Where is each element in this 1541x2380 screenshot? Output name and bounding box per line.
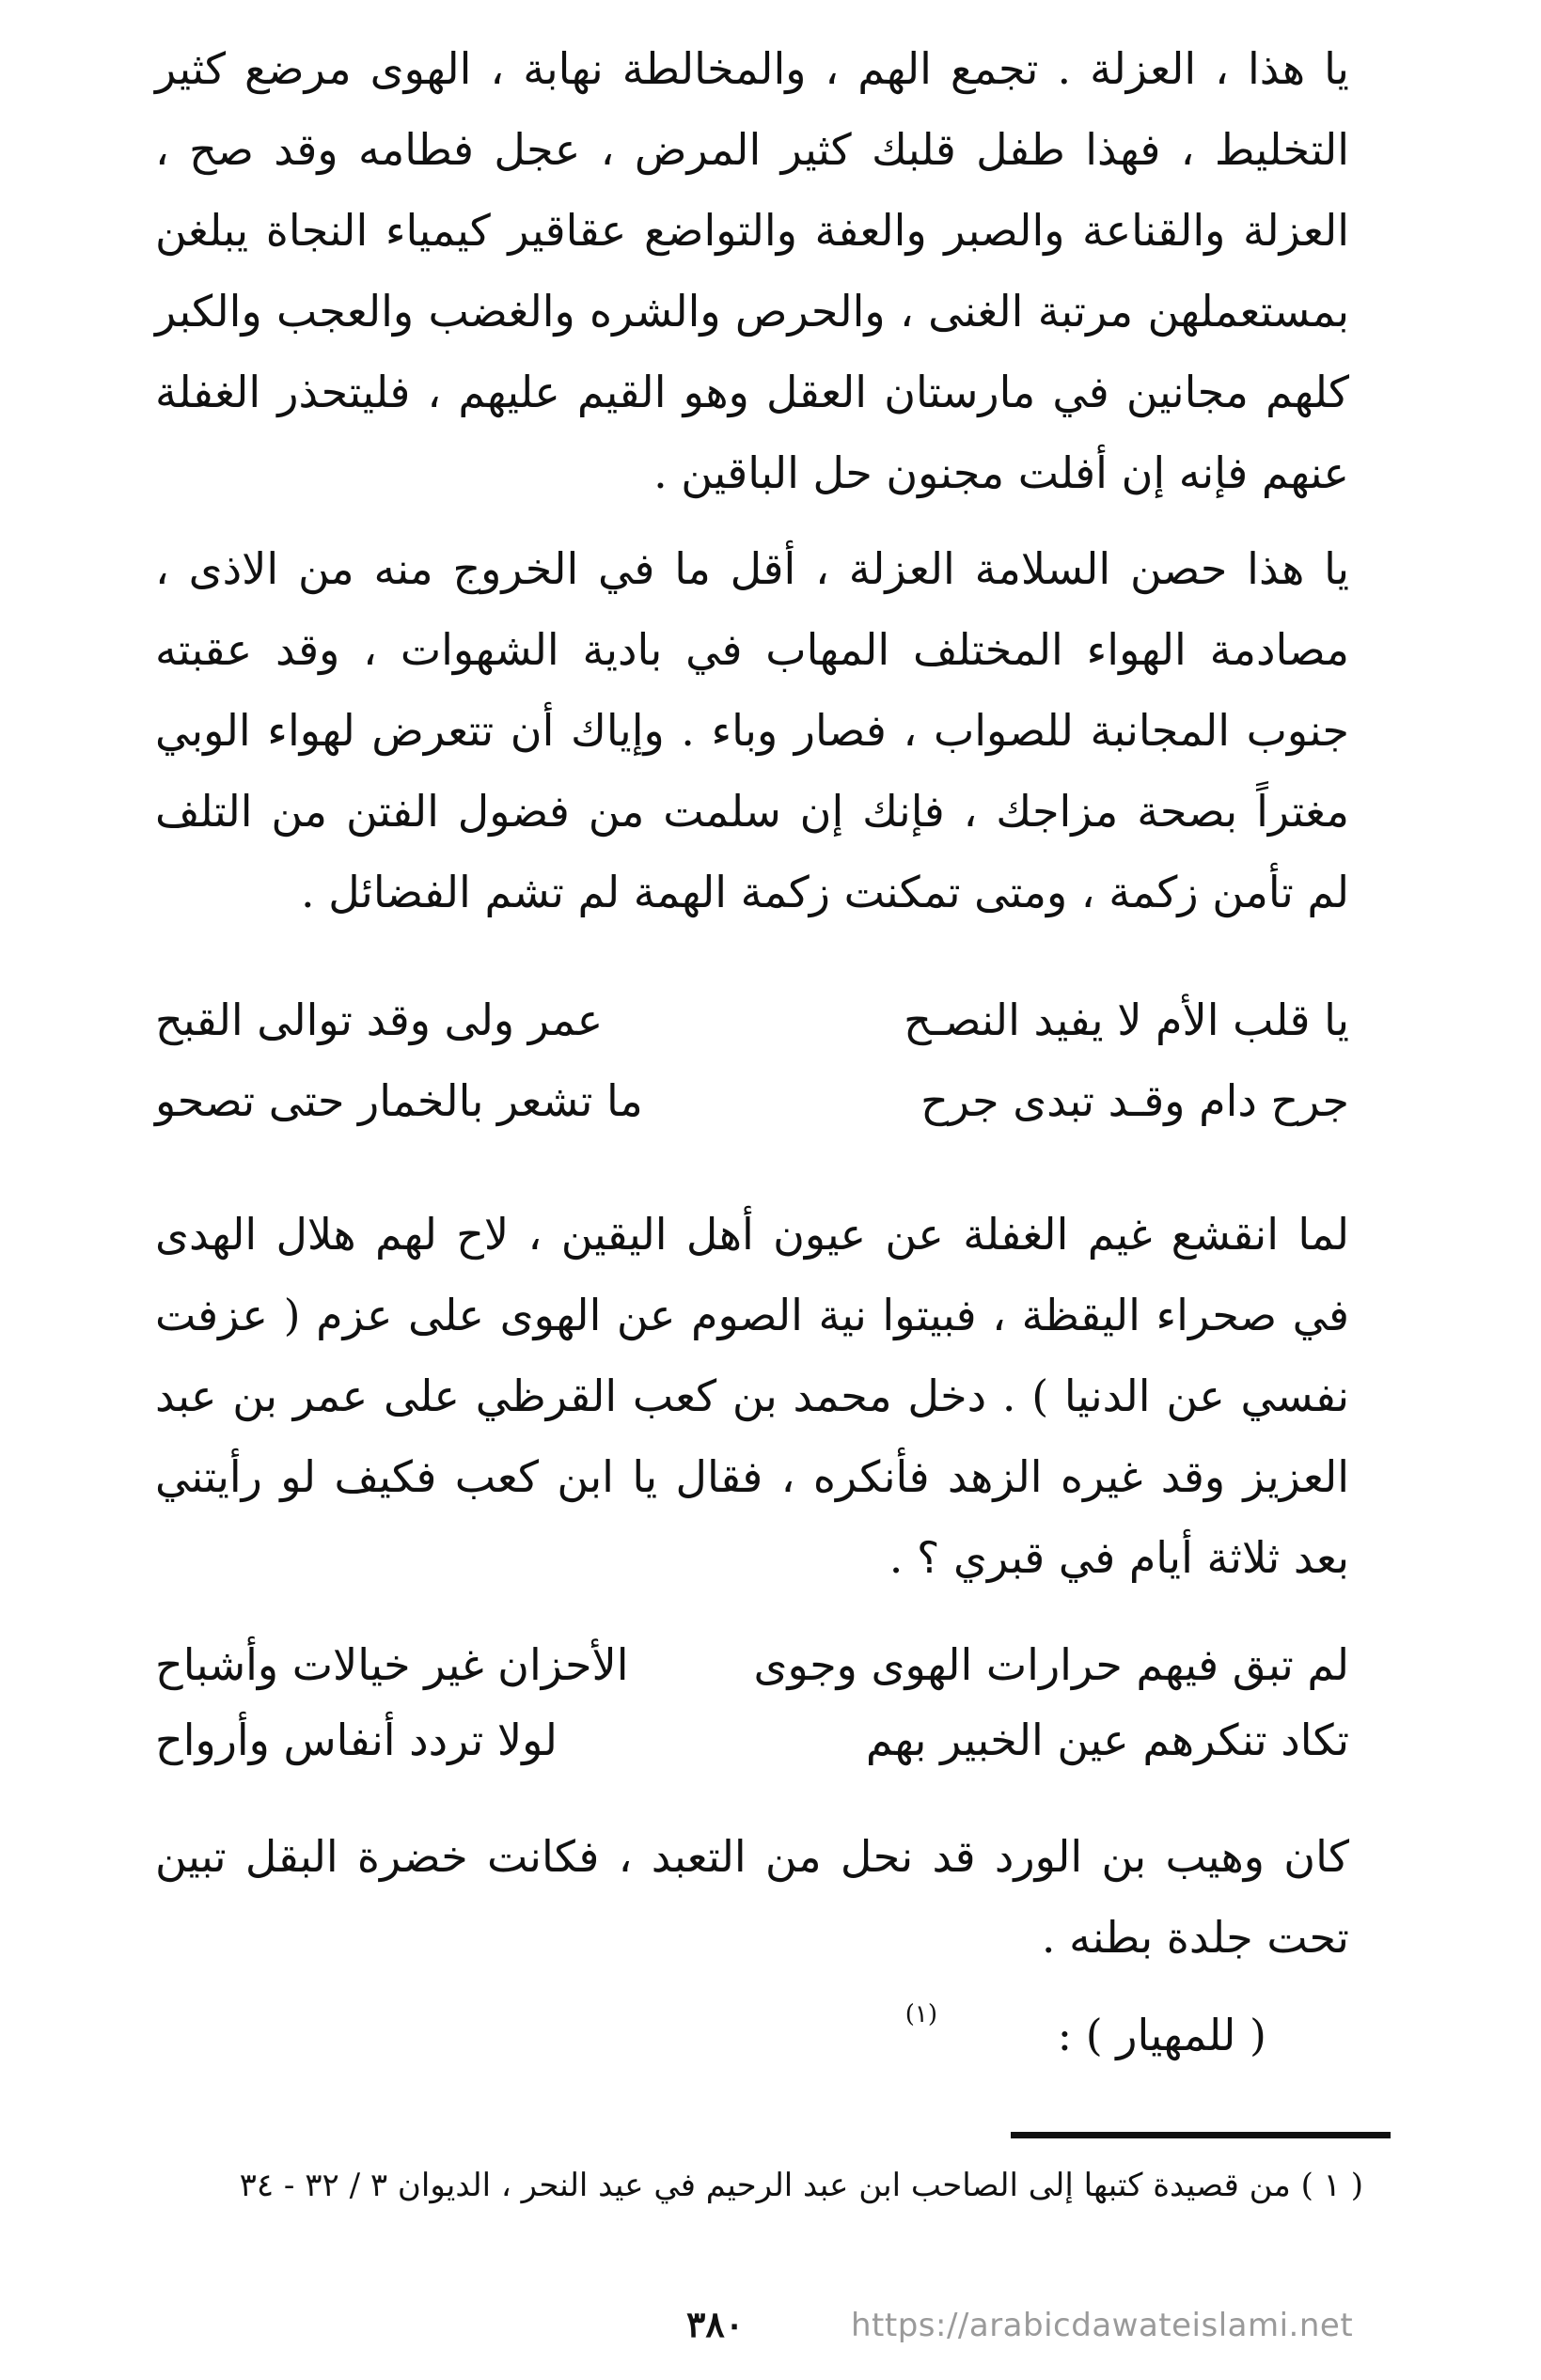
footnote-marker: (١) <box>904 2000 937 2028</box>
paragraph-3: لما انقشع غيم الغفلة عن عيون أهل اليقين ، لاح لهم هلال الهدى في صحراء اليقظة ، فبيتوا نية الصوم عن الهوى على عزم ( عزفت نفسي عن الدنيا ) . دخل محمد بن كعب القرظي على عمر بن عبد العزيز وقد غيره الزهد فأنكره ، فقال يا ابن كعب فكيف لو رأيتني بعد ثلاثة أيام في قبري ؟ . <box>155 1209 1349 1583</box>
watermark-url: https://arabicdawateislami.net <box>851 2307 1354 2344</box>
footnote-divider <box>1011 2132 1391 2138</box>
paragraph-4: كان وهيب بن الورد قد نحل من التعبد ، فكانت خضرة البقل تبين تحت جلدة بطنه . <box>155 1831 1349 1963</box>
verse-second-hemistich: عمر ولى وقد توالى القبح <box>155 994 604 1045</box>
verse-second-hemistich: لولا تردد أنفاس وأرواح <box>155 1715 558 1765</box>
verse-second-hemistich: الأحزان غير خيالات وأشباح <box>155 1639 629 1690</box>
poet-attribution: ( للمهيار ) : <box>1057 2010 1266 2060</box>
verse-second-hemistich: ما تشعر بالخمار حتى تصحو <box>155 1075 643 1126</box>
verse-line <box>155 979 1349 1060</box>
page-number: ٣٨٠ <box>686 2303 745 2345</box>
paragraph-2: يا هذا حصن السلامة العزلة ، أقل ما في الخروج منه من الاذى ، مصادمة الهواء المختلف المهاب في بادية الشهوات ، وقد عقبته جنوب المجانبة للصواب ، فصار وباء . وإياك أن تتعرض لهواء الوبي مغتراً بصحة مزاجك ، فإنك إن سلمت من فضول الفتن من التلف لم تأمن زكمة ، ومتى تمكنت زكمة الهمة لم تشم الفضائل . <box>155 543 1349 917</box>
verse-first-hemistich: لم تبق فيهم حرارات الهوى وجوى <box>753 1639 1349 1690</box>
verse-first-hemistich: تكاد تنكرهم عين الخبير بهم <box>865 1715 1349 1765</box>
verse-first-hemistich: جرح دام وقـد تبدى جرح <box>920 1075 1349 1126</box>
verse-first-hemistich: يا قلب الأم لا يفيد النصـح <box>904 994 1349 1045</box>
paragraph-1: يا هذا ، العزلة . تجمع الهم ، والمخالطة نهابة ، الهوى مرضع كثير التخليط ، فهذا طفل قلبك كثير المرض ، عجل فطامه وقد صح ، العزلة والقناعة والصبر والعفة والتواضع عقاقير كيمياء النجاة يبلغن بمستعملهن مرتبة الغنى ، والحرص والشره والغضب والعجب والكبر كلهم مجانين في مارستان العقل وهو القيم عليهم ، فليتحذر الغفلة عنهم فإنه إن أفلت مجنون حل الباقين . <box>155 43 1349 498</box>
verse-line <box>155 1060 1349 1141</box>
footnote: ( ١ ) من قصيدة كتبها إلى الصاحب ابن عبد الرحيم في عيد النحر ، الديوان ٣ / ٣٢ - ٣٤ <box>239 2167 1363 2204</box>
verse-line <box>155 1699 1349 1780</box>
verse-line <box>155 1624 1349 1705</box>
